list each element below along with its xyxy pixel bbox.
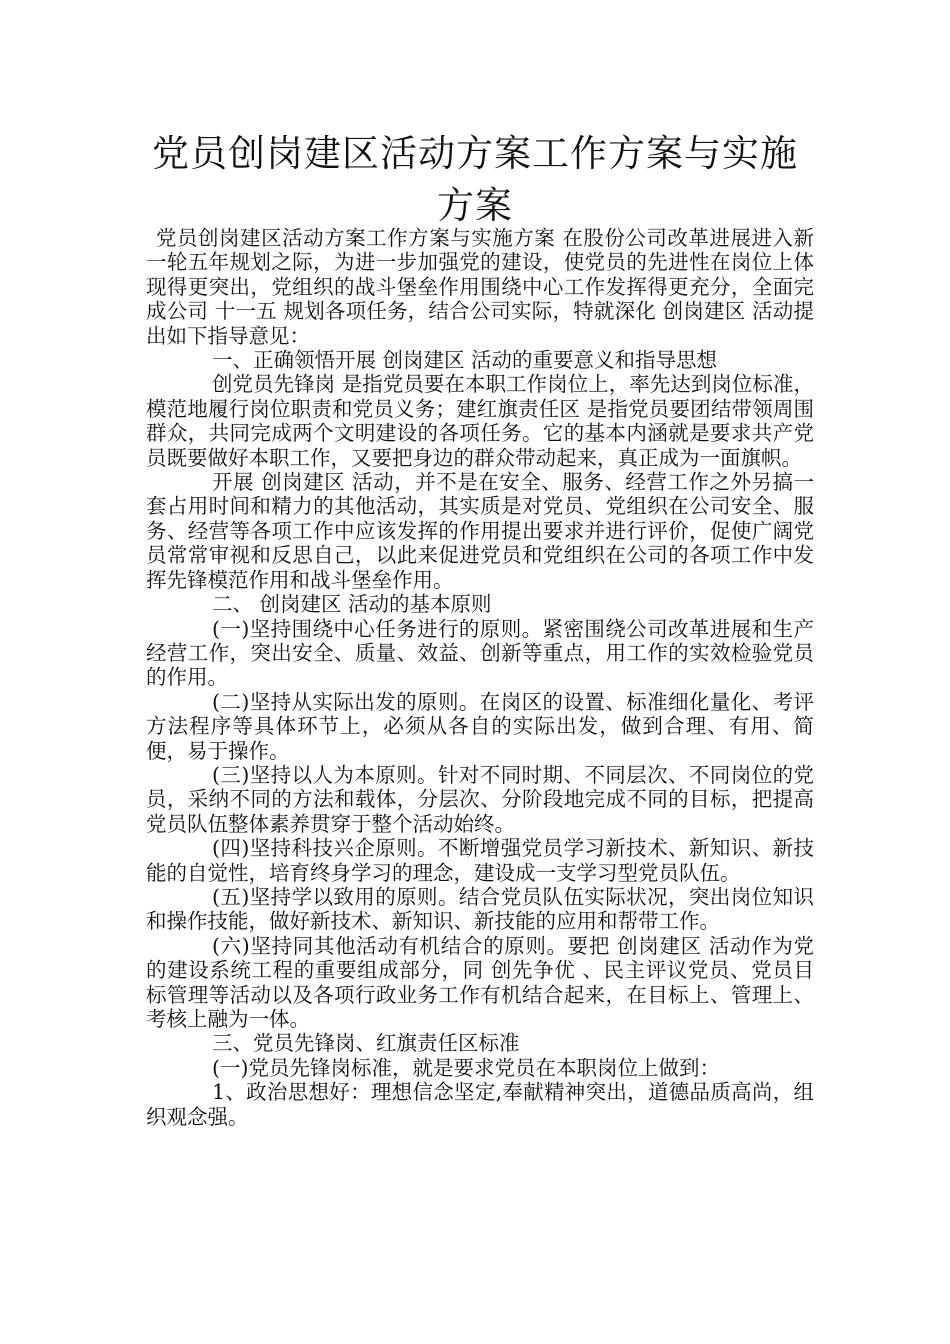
- document-title: 党员创岗建区活动方案工作方案与实施方案: [152, 132, 798, 227]
- section-heading-2: 二、 创岗建区 活动的基本原则: [212, 592, 492, 617]
- document-body: [146, 226, 814, 1129]
- section-heading-3: 三、党员先锋岗、红旗责任区标准: [212, 1031, 520, 1056]
- principle-paragraph: (四)坚持科技兴企原则。不断增强党员学习新技术、新知识、新技能的自觉性，培育终身学习的理念，建设成一支学习型党员队伍。: [146, 836, 814, 885]
- intro-paragraph: 党员创岗建区活动方案工作方案与实施方案 在股份公司改革进展进入新一轮五年规划之际，为进一步加强党的建设，使党员的先进性在岗位上体现得更突出，党组织的战斗堡垒作用围绕中心工作发挥得更充分，全面完成公司 十一五 规划各项任务，结合公司实际，特就深化 创岗建区 活动提出如下指导意见：: [146, 226, 814, 348]
- principle-paragraph: (三)坚持以人为本原则。针对不同时期、不同层次、不同岗位的党员，采纳不同的方法和载体，分层次、分阶段地完成不同的目标，把提高党员队伍整体素养贯穿于整个活动始终。: [146, 762, 814, 836]
- standard-item: 1、政治思想好：理想信念坚定,奉献精神突出，道德品质高尚，组织观念强。: [146, 1080, 814, 1129]
- principle-paragraph: (六)坚持同其他活动有机结合的原则。要把 创岗建区 活动作为党的建设系统工程的重要组成部分，同 创先争优 、民主评议党员、党员目标管理等活动以及各项行政业务工作有机结合起来，在目标上、管理上、考核上融为一体。: [146, 933, 814, 1031]
- principle-paragraph: (二)坚持从实际出发的原则。在岗区的设置、标准细化量化、考评方法程序等具体环节上，必须从各自的实际出发，做到合理、有用、简便，易于操作。: [146, 689, 814, 763]
- body-paragraph: 开展 创岗建区 活动，并不是在安全、服务、经营工作之外另搞一套占用时间和精力的其他活动，其实质是对党员、党组织在公司安全、服务、经营等各项工作中应该发挥的作用提出要求并进行评价，促使广阔党员常常审视和反思自己，以此来促进党员和党组织在公司的各项工作中发挥先锋模范作用和战斗堡垒作用。: [146, 470, 814, 592]
- standard-paragraph: (一)党员先锋岗标准，就是要求党员在本职岗位上做到：: [212, 1055, 720, 1080]
- body-paragraph: 创党员先锋岗 是指党员要在本职工作岗位上，率先达到岗位标准，模范地履行岗位职责和党员义务；建红旗责任区 是指党员要团结带领周围群众，共同完成两个文明建设的各项任务。它的基本内涵就是要求共产党员既要做好本职工作，又要把身边的群众带动起来，真正成为一面旗帜。: [146, 372, 814, 470]
- section-heading-1: 一、正确领悟开展 创岗建区 活动的重要意义和指导思想: [212, 348, 718, 373]
- principle-paragraph: (五)坚持学以致用的原则。结合党员队伍实际状况，突出岗位知识和操作技能，做好新技术、新知识、新技能的应用和帮带工作。: [146, 884, 814, 934]
- principle-paragraph: (一)坚持围绕中心任务进行的原则。紧密围绕公司改革进展和生产经营工作，突出安全、质量、效益、创新等重点，用工作的实效检验党员的作用。: [146, 616, 814, 690]
